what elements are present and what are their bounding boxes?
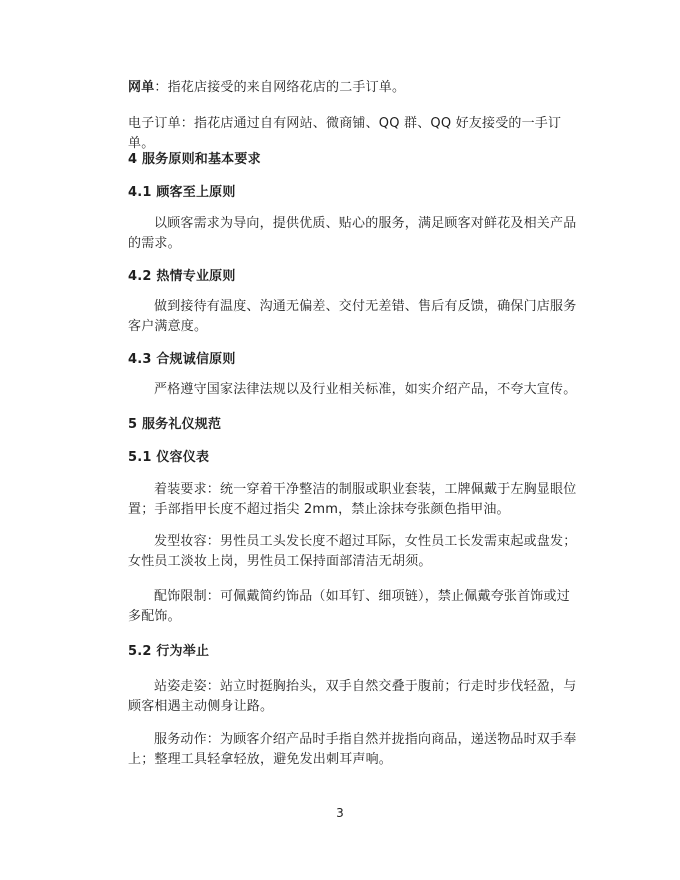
definition-text: ：指花店接受的来自网络花店的二手订单。 <box>154 80 406 95</box>
definition-online-order <box>128 78 580 98</box>
section-heading-4-1: 4.1 顾客至上原则 <box>128 185 236 200</box>
definition-term: 网单 <box>128 80 155 95</box>
page-number: 3 <box>336 806 344 820</box>
section-heading-4: 4 服务原则和基本要求 <box>128 152 261 167</box>
section-4-2-body: 做到接待有温度、沟通无偏差、交付无差错、售后有反馈，确保门店服务客户满意度。 <box>128 299 577 334</box>
definition-e-order: 电子订单：指花店通过自有网站、微商铺、QQ 群、QQ 好友接受的一手订单。 <box>128 116 562 151</box>
section-5-1-accessories: 配饰限制：可佩戴简约饰品（如耳钉、细项链），禁止佩戴夸张首饰或过多配饰。 <box>128 589 570 624</box>
section-4-3-body: 严格遵守国家法律法规以及行业相关标准，如实介绍产品，不夸大宣传。 <box>154 382 577 397</box>
section-5-2-posture: 站姿走姿：站立时挺胸抬头，双手自然交叠于腹前；行走时步伐轻盈，与顾客相遇主动侧身让路。 <box>128 679 577 714</box>
section-5-2-service-actions: 服务动作：为顾客介绍产品时手指自然并拢指向商品，递送物品时双手奉上；整理工具轻拿轻放，避免发出刺耳声响。 <box>128 732 577 767</box>
section-5-1-dress-code: 着装要求：统一穿着干净整洁的制服或职业套装，工牌佩戴于左胸显眼位置；手部指甲长度不超过指尖 2mm，禁止涂抹夸张颜色指甲油。 <box>128 482 577 517</box>
section-heading-4-3: 4.3 合规诚信原则 <box>128 352 236 367</box>
section-heading-5-1: 5.1 仪容仪表 <box>128 450 210 465</box>
section-heading-4-2: 4.2 热情专业原则 <box>128 269 236 284</box>
section-heading-5-2: 5.2 行为举止 <box>128 644 210 659</box>
section-heading-5: 5 服务礼仪规范 <box>128 417 222 432</box>
section-4-1-body: 以顾客需求为导向，提供优质、贴心的服务，满足顾客对鲜花及相关产品的需求。 <box>128 216 577 251</box>
section-5-1-hair-makeup: 发型妆容：男性员工头发长度不超过耳际，女性员工长发需束起或盘发；女性员工淡妆上岗，男性员工保持面部清洁无胡须。 <box>128 534 577 569</box>
